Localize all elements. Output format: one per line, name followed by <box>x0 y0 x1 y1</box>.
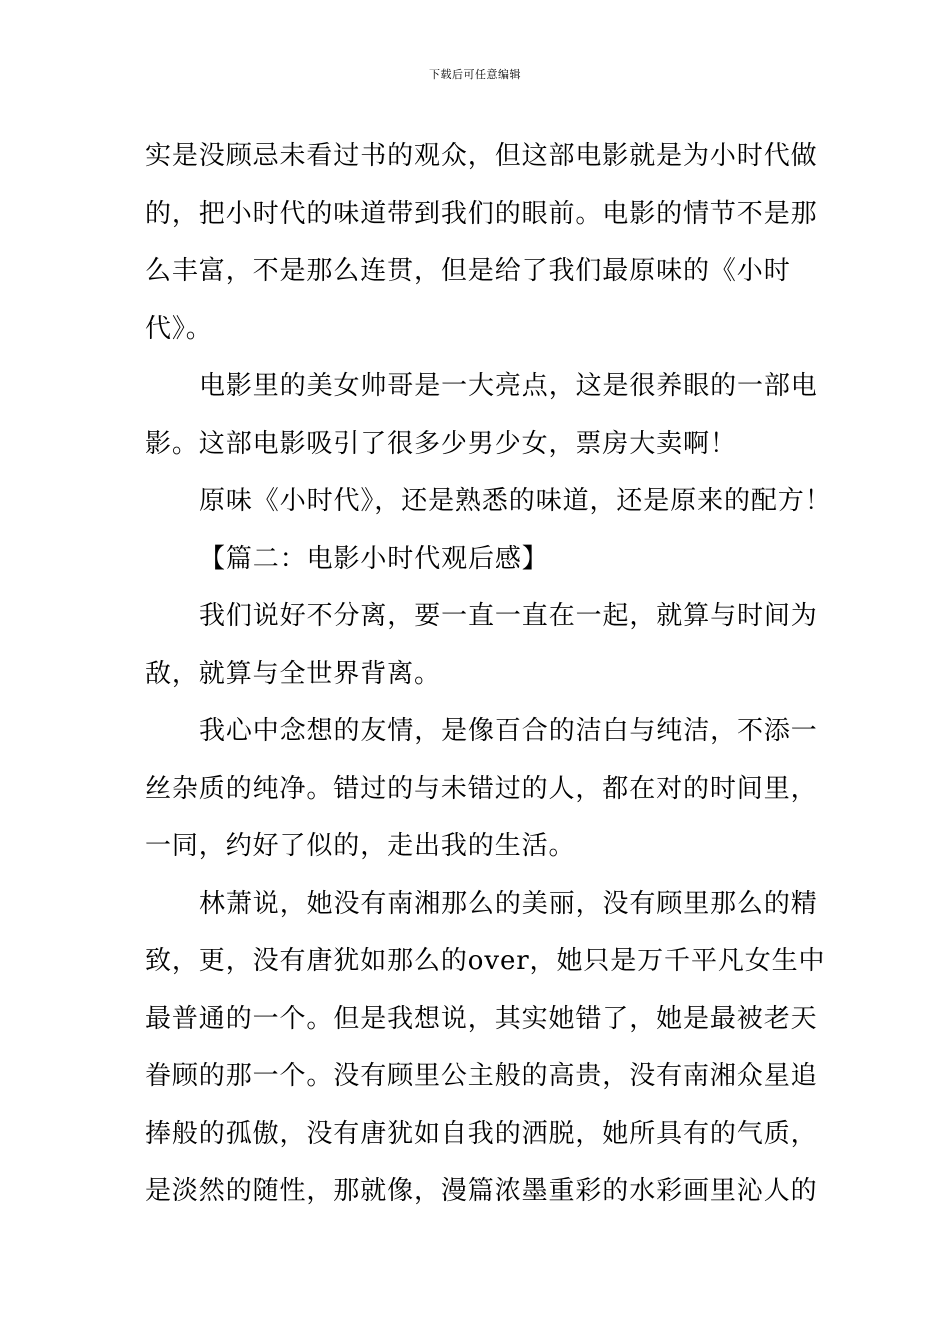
text-line: 捧般的孤傲，没有唐犹如自我的洒脱，她所具有的气质， <box>145 1118 818 1149</box>
text-line: 影。这部电影吸引了很多少男少女，票房大卖啊！ <box>145 428 737 459</box>
text-line: 最普通的一个。但是我想说，其实她错了，她是最被老天 <box>145 1003 818 1034</box>
text-line: 是淡然的随性，那就像，漫篇浓墨重彩的水彩画里沁人的 <box>145 1176 818 1206</box>
text-line: 丝杂质的纯净。错过的与未错过的人，都在对的时间里， <box>145 773 818 804</box>
paragraph-start-line: 我们说好不分离，要一直一直在一起，就算与时间为 <box>199 601 818 631</box>
text-line: 代》。 <box>145 313 213 344</box>
paragraph-start-line: 电影里的美女帅哥是一大亮点，这是很养眼的一部电 <box>199 371 818 401</box>
section-heading: 【篇二：电影小时代观后感】 <box>199 543 549 574</box>
text-line: 致，更，没有唐犹如那么的over，她只是万千平凡女生中 <box>145 946 826 976</box>
text-line: 么丰富，不是那么连贯，但是给了我们最原味的《小时 <box>145 256 791 286</box>
text-line: 的，把小时代的味道带到我们的眼前。电影的情节不是那 <box>145 198 818 229</box>
paragraph-start-line: 原味《小时代》，还是熟悉的味道，还是原来的配方！ <box>199 486 832 516</box>
text-line: 一同，约好了似的，走出我的生活。 <box>145 831 576 861</box>
text-line: 眷顾的那一个。没有顾里公主般的高贵，没有南湘众星追 <box>145 1061 818 1091</box>
text-line: 实是没顾忌未看过书的观众，但这部电影就是为小时代做 <box>145 141 818 171</box>
page-header: 下载后可任意编辑 <box>429 68 521 81</box>
document-body <box>145 128 832 1221</box>
paragraph-start-line: 我心中念想的友情，是像百合的洁白与纯洁，不添一 <box>199 716 818 746</box>
text-line: 敌，就算与全世界背离。 <box>145 658 441 689</box>
paragraph-start-line: 林萧说，她没有南湘那么的美丽，没有顾里那么的精 <box>199 888 818 919</box>
